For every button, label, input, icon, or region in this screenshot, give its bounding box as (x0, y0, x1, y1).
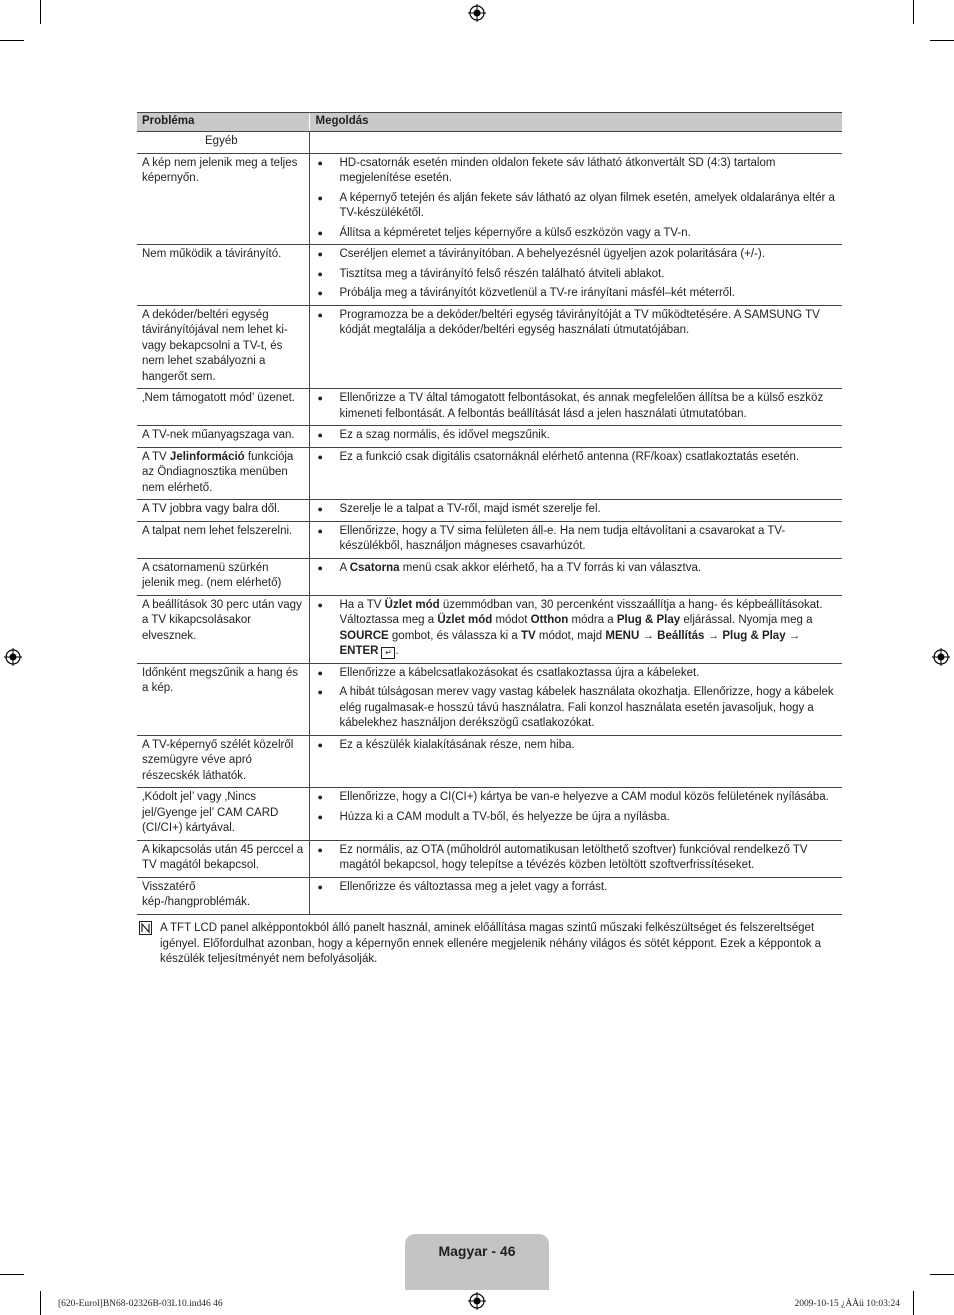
problem-cell: A kép nem jelenik meg a teljes képernyőn. (137, 153, 309, 245)
note-text: A TFT LCD panel alképpontokból álló panelt használ, aminek előállítása magas szintű műszaki felkészültséget és felszereltséget igényel. Előfordulhat azonban, hogy a képernyőn ennek ellenére megjelenik néhány világos és sötét képpont. Ezek a képpontok a készülék teljesítményét nem befolyásolják. (160, 922, 822, 965)
solution-cell (309, 447, 842, 500)
troubleshooting-table (137, 112, 842, 915)
problem-cell: A kikapcsolás után 45 perccel a TV magától bekapcsol. (137, 840, 309, 877)
table-row (137, 840, 842, 877)
solution-cell (309, 663, 842, 735)
crop-mark (0, 1274, 24, 1275)
problem-cell: A TV Jelinformáció funkciója az Öndiagnosztika menüben nem elérhető. (137, 447, 309, 500)
problem-cell: ‚Kódolt jel’ vagy ‚Nincs jel/Gyenge jel’ CAM CARD (CI/CI+) kártyával. (137, 788, 309, 841)
crop-mark (930, 40, 954, 41)
solution-item: ● Ellenőrizze a kábelcsatlakozásokat és csatlakoztassa újra a kábeleket. (316, 666, 837, 682)
solution-item: ● Próbálja meg a távirányítót közvetlenül a TV-re irányítani másfél–két méterről. (316, 286, 837, 302)
solution-item: ● Húzza ki a CAM modult a TV-ből, és helyezze be újra a nyílásba. (316, 810, 837, 826)
solution-cell (309, 389, 842, 426)
solution-cell (309, 788, 842, 841)
solution-cell (309, 735, 842, 788)
solution-item: ● Cseréljen elemet a távirányítóban. A behelyezésnél ügyeljen azok polaritására (+/-). (316, 247, 837, 263)
registration-mark-icon (468, 1292, 486, 1310)
footer-left: [620-Eurol]BN68-02326B-03L10.ind46 46 (58, 1299, 223, 1309)
table-row (137, 153, 842, 245)
table-row (137, 305, 842, 389)
solution-cell (309, 558, 842, 595)
crop-mark (40, 0, 41, 24)
table-row (137, 735, 842, 788)
solution-cell (309, 877, 842, 914)
problem-cell: A csatornamenü szürkén jelenik meg. (nem elérhető) (137, 558, 309, 595)
table-row (137, 521, 842, 558)
solution-item: ● Állítsa a képméretet teljes képernyőre a külső eszközön vagy a TV-n. (316, 226, 837, 242)
solution-item: ● Ez a készülék kialakításának része, nem hiba. (316, 738, 837, 754)
signal-info-term: Jelinformáció (169, 450, 245, 463)
problem-cell: Visszatérő kép-/hangproblémák. (137, 877, 309, 914)
registration-mark-icon (468, 4, 486, 22)
registration-mark-icon (932, 648, 950, 666)
table-row (137, 426, 842, 448)
enter-icon: ↵ (381, 647, 395, 659)
crop-mark (40, 1291, 41, 1315)
solution-item: ● Ellenőrizze, hogy a CI(CI+) kártya be van-e helyezve a CAM modul közös felületének nyílásába. (316, 790, 837, 806)
solution-item: ● Ellenőrizze a TV által támogatott felbontásokat, és annak megfelelően állítsa be a külső eszköz kimeneti felbontását. A felbontás beállítását lásd a jelen használati útmutatóban. (316, 391, 837, 422)
solution-item: ● Ez normális, az OTA (műholdról automatikusan letölthető szoftver) funkcióval rendelkező TV magától bekapcsol, hogy telepítse a tévézés közben letöltött szoftverfrissítéseket. (316, 843, 837, 874)
solution-item: ● A képernyő tetején és alján fekete sáv látható az olyan filmek esetén, amelyek oldalaránya eltér a TV-készülékétől. (316, 191, 837, 222)
table-row (137, 245, 842, 306)
solution-item: ● Ez a funkció csak digitális csatornáknál elérhető antenna (RF/koax) csatlakoztatás esetén. (316, 450, 837, 466)
table-row (137, 389, 842, 426)
crop-mark (913, 0, 914, 24)
table-row (137, 877, 842, 914)
table-row (137, 558, 842, 595)
header-problem: Probléma (137, 113, 309, 132)
header-solution: Megoldás (309, 113, 842, 132)
table-row (137, 500, 842, 522)
solution-cell (309, 305, 842, 389)
problem-cell: A talpat nem lehet felszerelni. (137, 521, 309, 558)
problem-cell: Nem működik a távirányító. (137, 245, 309, 306)
crop-mark (913, 1291, 914, 1315)
solution-cell (309, 840, 842, 877)
table-row (137, 447, 842, 500)
registration-mark-icon (4, 648, 22, 666)
solution-cell (309, 500, 842, 522)
solution-item: ● HD-csatornák esetén minden oldalon fekete sáv látható átkonvertált SD (4:3) tartalom megjelenítése esetén. (316, 156, 837, 187)
section-row (137, 132, 842, 154)
solution-item: ● Tisztítsa meg a távirányító felső részén található átviteli ablakot. (316, 267, 837, 283)
solution-cell (309, 426, 842, 448)
solution-item: ● Ellenőrizze és változtassa meg a jelet vagy a forrást. (316, 880, 837, 896)
problem-cell: A TV-képernyő szélét közelről szemügyre véve apró részecskék láthatók. (137, 735, 309, 788)
solution-cell (309, 153, 842, 245)
solution-item: ● Programozza be a dekóder/beltéri egység távirányítóját a TV működtetésére. A SAMSUNG TV kódját megtalálja a dekóder/beltéri egység használati útmutatójában. (316, 308, 837, 339)
table-header (137, 113, 842, 132)
problem-cell: A TV jobbra vagy balra dől. (137, 500, 309, 522)
problem-cell: A dekóder/beltéri egység távirányítójával nem lehet ki- vagy bekapcsolni a TV-t, és nem lehet szabályozni a hangerőt sem. (137, 305, 309, 389)
note-icon (139, 921, 152, 935)
solution-cell (309, 595, 842, 663)
table-row (137, 663, 842, 735)
solution-item: ● Ha a TV Üzlet mód üzemmódban van, 30 percenként visszaállítja a hang- és képbeállításokat. Változtassa meg a Üzlet mód módot Otthon módra a Plug & Play eljárással. Nyomja meg a SOURCE gombot, és válassza ki a TV módot, majd MENU → Beállítás → Plug & Play → ENTER ↵ . (316, 598, 837, 660)
problem-cell: A TV-nek műanyagszaga van. (137, 426, 309, 448)
problem-cell: ‚Nem támogatott mód’ üzenet. (137, 389, 309, 426)
table-row (137, 595, 842, 663)
problem-cell: A beállítások 30 perc után vagy a TV kikapcsolásakor elvesznek. (137, 595, 309, 663)
crop-mark (0, 40, 24, 41)
solution-cell (309, 521, 842, 558)
table-row (137, 788, 842, 841)
crop-mark (930, 1274, 954, 1275)
solution-item: ● Ellenőrizze, hogy a TV sima felületen áll-e. Ha nem tudja eltávolítani a csavarokat a TV-készülékből, használjon mágneses csavarhúzót. (316, 524, 837, 555)
solution-item: ● Szerelje le a talpat a TV-ről, majd ismét szerelje fel. (316, 502, 837, 518)
note-block (137, 921, 842, 968)
solution-item: ● A hibát túlságosan merev vagy vastag kábelek használata okozhatja. Ellenőrizze, hogy a kábelek elég rugalmasak-e hosszú távú használatra. Fali konzol használata esetén javasoljuk, hogy a kábelekhez használjon derékszögű csatlakozókat. (316, 685, 837, 732)
solution-cell (309, 245, 842, 306)
solution-item: ● A Csatorna menü csak akkor elérhető, ha a TV forrás ki van választva. (316, 561, 837, 577)
section-label: Egyéb (137, 132, 309, 154)
page-label: Magyar - 46 (438, 1243, 516, 1259)
page-number-tab (405, 1234, 549, 1290)
footer-right: 2009-10-15 ¿ÀÀü 10:03:24 (794, 1299, 900, 1309)
problem-cell: Időnként megszűnik a hang és a kép. (137, 663, 309, 735)
solution-item: ● Ez a szag normális, és idővel megszűnik. (316, 428, 837, 444)
